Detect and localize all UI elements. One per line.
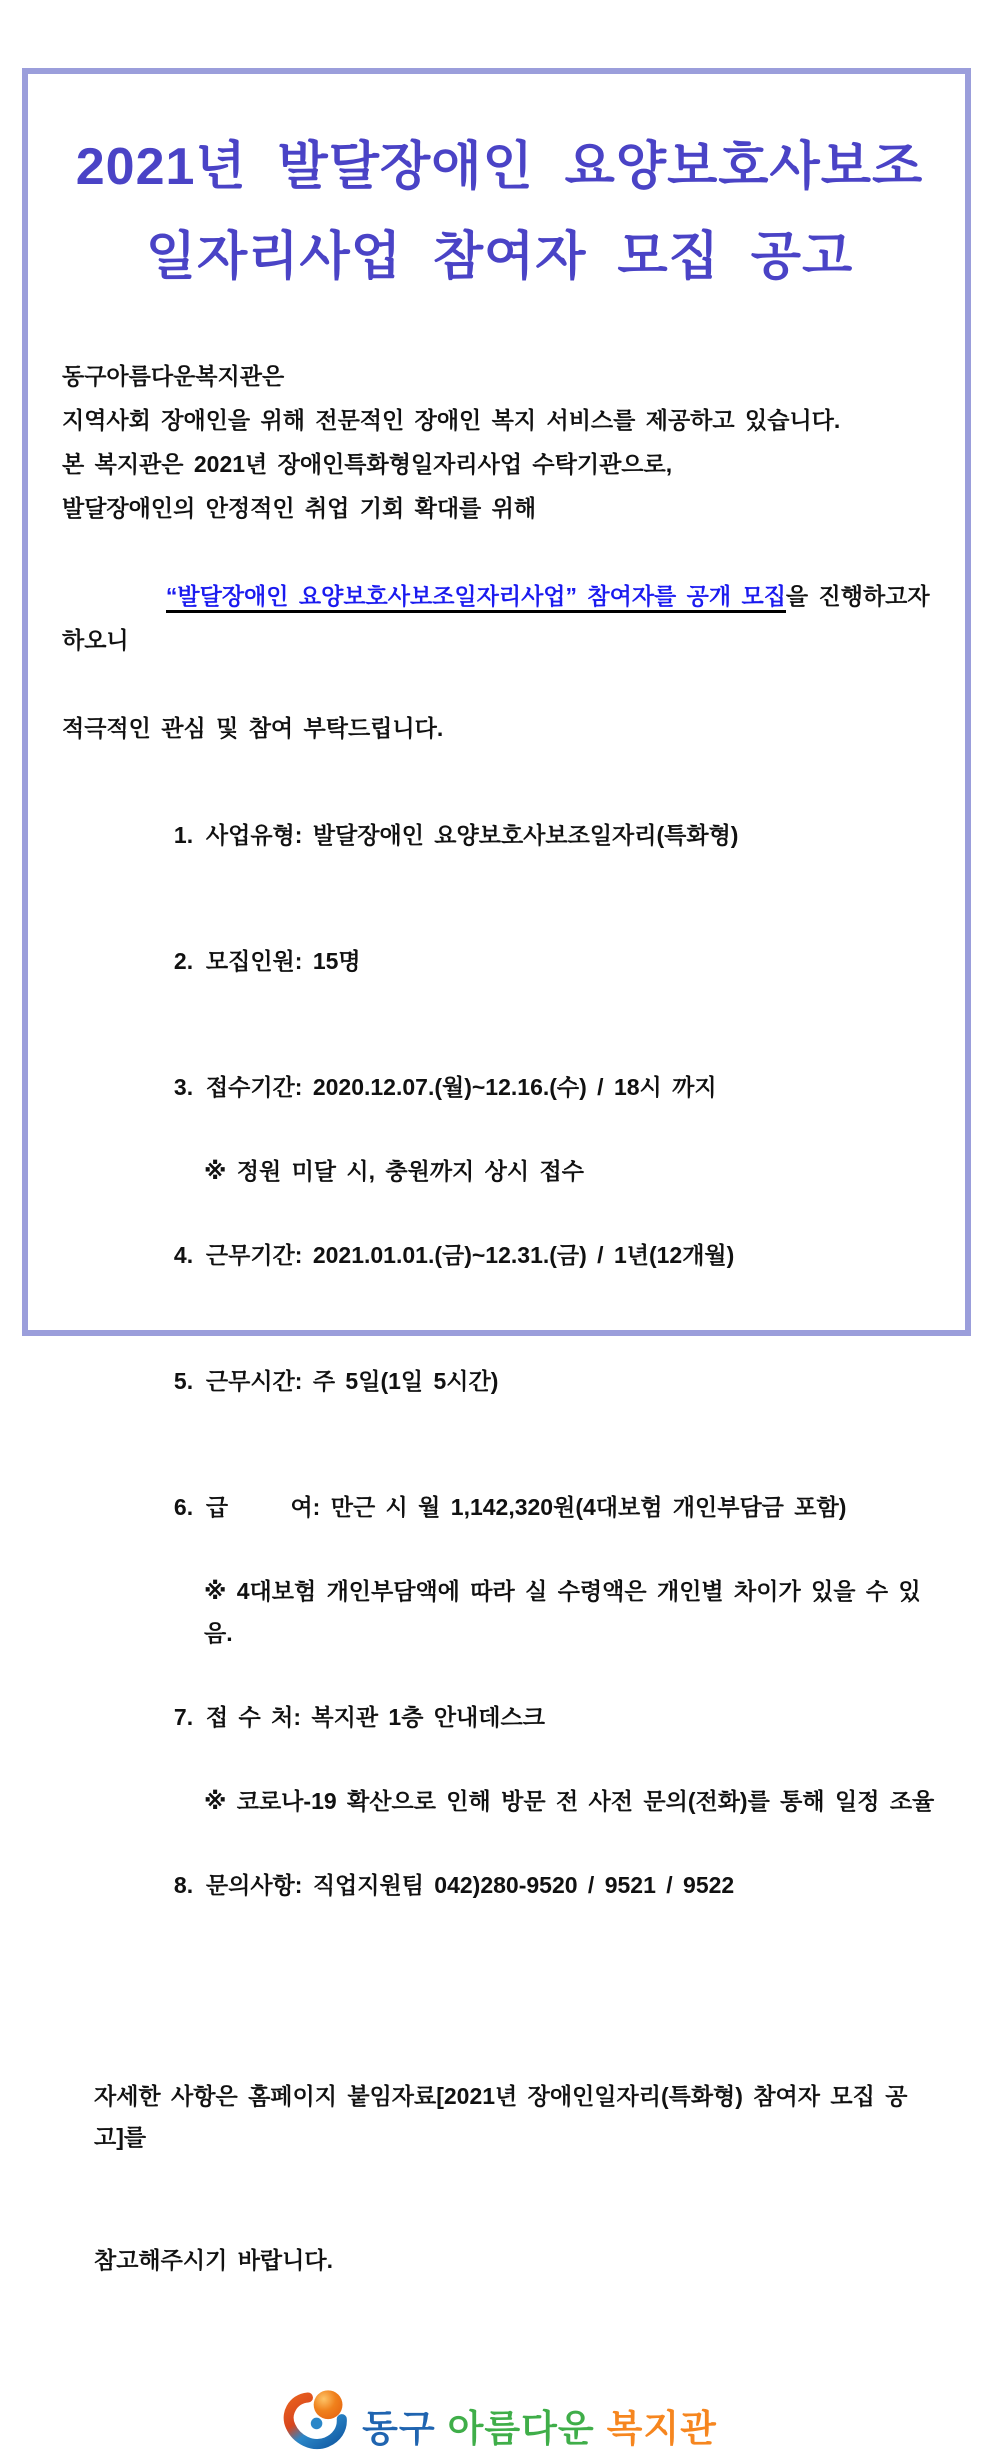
announcement-detail-list — [62, 772, 937, 1948]
item-number: 6. — [173, 1494, 194, 1520]
logo-word-beauty: 아름다운 — [447, 2407, 595, 2449]
logo-word-center: 복지관 — [606, 2407, 717, 2449]
list-item-reception-desk — [62, 1654, 937, 1780]
page-border-frame — [22, 68, 971, 2449]
salary-note: ※ 4대보험 개인부담액에 따라 실 수령액은 개인별 차이가 있을 수 있음. — [204, 1578, 921, 1646]
intro-heading: 동구아름다운복지관은 — [62, 363, 285, 389]
logo-word-dongu: 동구 — [362, 2407, 436, 2449]
intro-line-1: 지역사회 장애인을 위해 전문적인 장애인 복지 서비스를 제공하고 있습니다. — [62, 407, 841, 433]
item-number: 4. — [173, 1242, 194, 1268]
list-item-work-period — [62, 1192, 937, 1318]
item-text: 급 여: 만근 시 월 1,142,320원(4대보험 개인부담금 포함) — [205, 1494, 847, 1520]
page-content — [28, 74, 965, 2464]
item-text: 모집인원: 15명 — [205, 948, 361, 974]
list-item-application-period — [62, 1024, 937, 1150]
welfare-center-logo — [62, 2385, 937, 2464]
intro-highlight-line — [62, 530, 941, 706]
item-number: 5. — [173, 1368, 194, 1394]
footer-note-line-2: 참고해주시기 바랍니다. — [94, 2247, 333, 2273]
item-text: 접 수 처: 복지관 1층 안내데스크 — [205, 1704, 545, 1730]
highlight-suffix-text: 을 진행하고자 하오니 — [62, 583, 941, 653]
list-item-work-hours — [62, 1318, 937, 1444]
list-item-inquiries — [62, 1822, 937, 1948]
intro-line-3: 발달장애인의 안정적인 취업 기회 확대를 위해 — [62, 495, 537, 521]
page-title-line-2: 일자리사업 참여자 모집 공고 — [145, 228, 854, 286]
logo-wordmark — [362, 2398, 717, 2452]
item-text: 근무시간: 주 5일(1일 5시간) — [205, 1368, 499, 1394]
footer-note-line-1: 자세한 사항은 홈페이지 붙임자료[2021년 장애인일자리(특화형) 참여자 모집 공고]를 — [94, 2083, 908, 2150]
list-item-recruit-count — [62, 898, 937, 1024]
intro-paragraph — [62, 354, 941, 750]
intro-line-2: 본 복지관은 2021년 장애인특화형일자리사업 수탁기관으로, — [62, 451, 673, 477]
item-number: 7. — [173, 1704, 194, 1730]
page-title-line-1: 2021년 발달장애인 요양보호사보조 — [75, 138, 924, 196]
item-text: 문의사항: 직업지원팀 042)280-9520 / 9521 / 9522 — [205, 1872, 735, 1898]
reception-desk-note: ※ 코로나-19 확산으로 인해 방문 전 사전 문의(전화)를 통해 일정 조율 — [204, 1788, 935, 1814]
item-number: 3. — [173, 1074, 194, 1100]
list-item-business-type — [62, 772, 937, 898]
item-number: 8. — [173, 1872, 194, 1898]
item-text: 근무기간: 2021.01.01.(금)~12.31.(금) / 1년(12개월) — [205, 1242, 735, 1268]
heart-swirl-logo-icon — [282, 2385, 354, 2464]
page-title — [62, 122, 937, 302]
intro-closing-line: 적극적인 관심 및 참여 부탁드립니다. — [62, 715, 444, 741]
item-number: 1. — [173, 822, 194, 848]
footer-note — [62, 1994, 937, 2363]
list-item-salary — [62, 1444, 937, 1570]
item-text: 접수기간: 2020.12.07.(월)~12.16.(수) / 18시 까지 — [205, 1074, 717, 1100]
application-period-note: ※ 정원 미달 시, 충원까지 상시 접수 — [204, 1158, 584, 1184]
item-text: 사업유형: 발달장애인 요양보호사보조일자리(특화형) — [205, 822, 739, 848]
item-number: 2. — [173, 948, 194, 974]
highlighted-program-text: “발달장애인 요양보호사보조일자리사업” 참여자를 공개 모집 — [166, 583, 786, 613]
